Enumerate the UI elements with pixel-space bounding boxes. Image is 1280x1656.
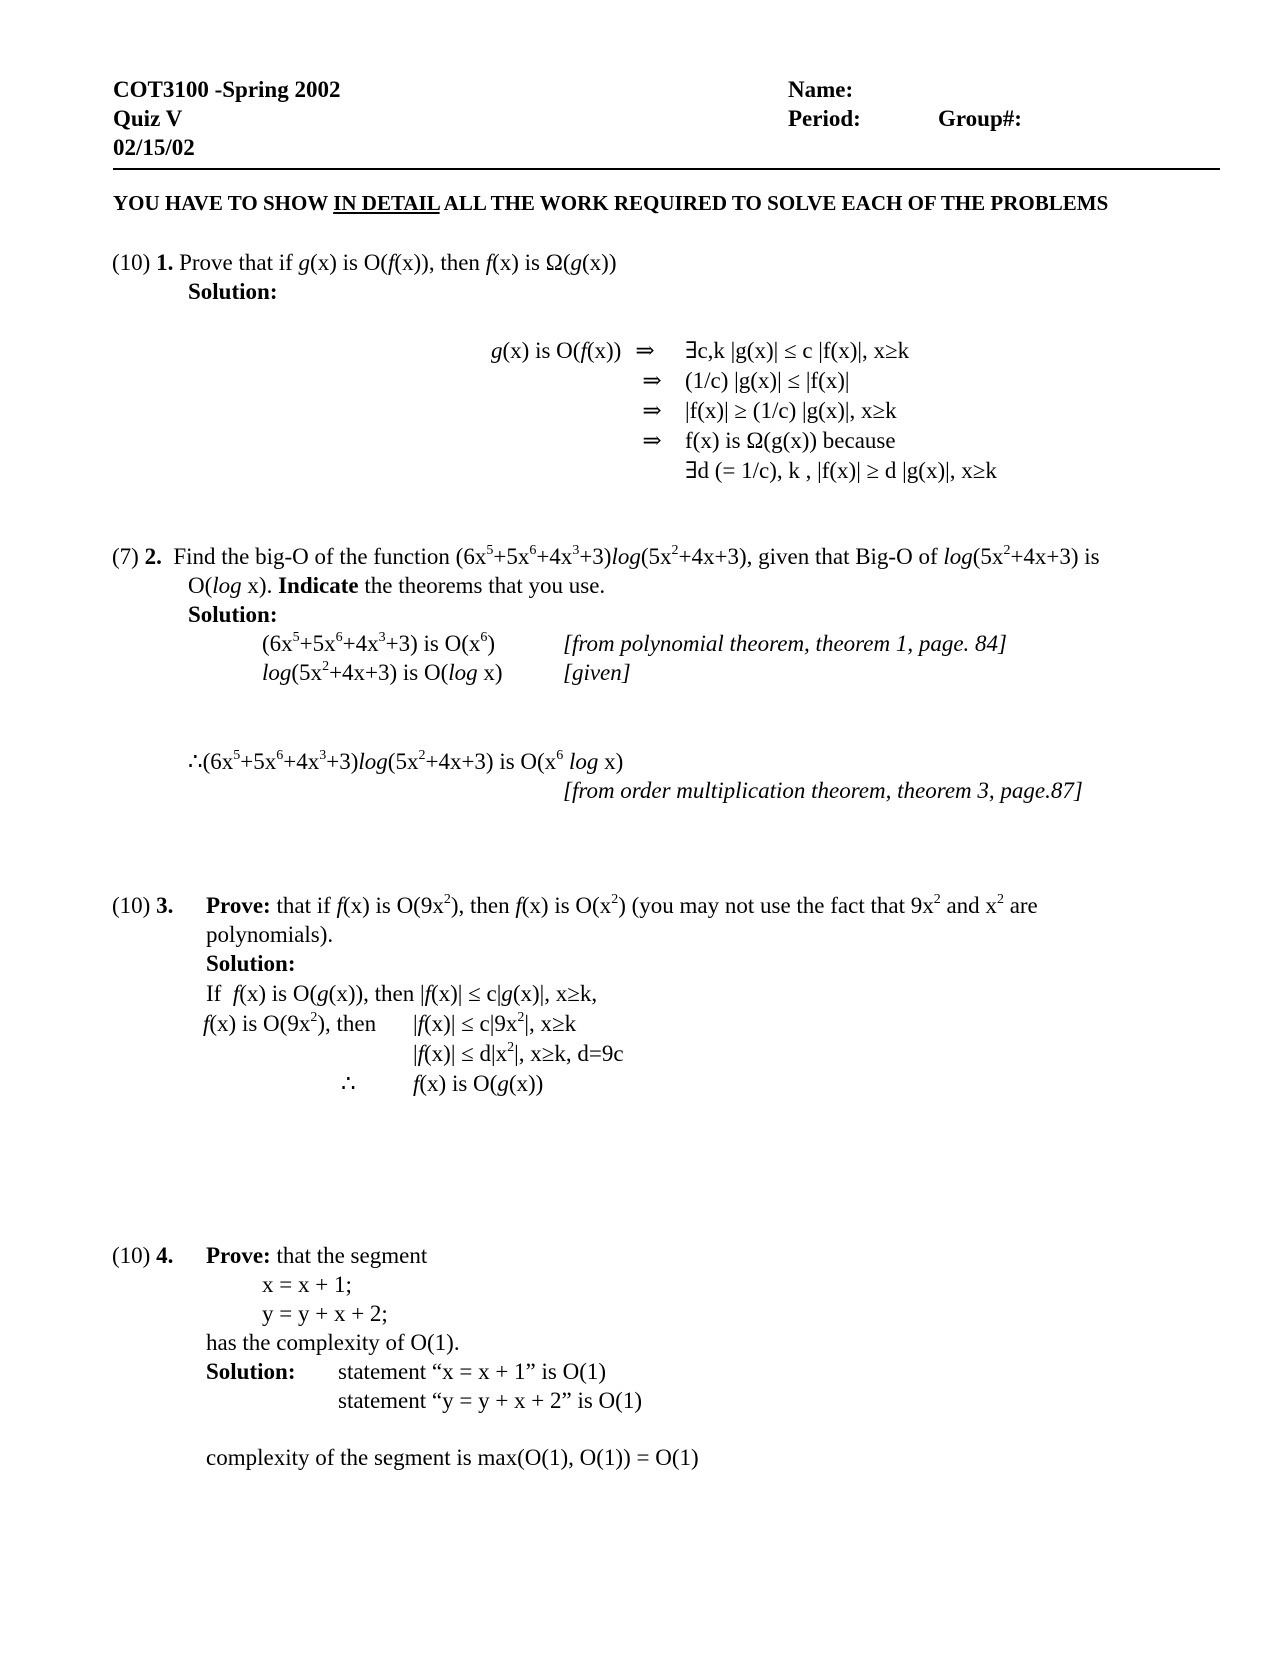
question-4: [112, 1241, 173, 1270]
q3-solution-label: Solution:: [206, 951, 296, 976]
quiz-title: Quiz V: [113, 106, 183, 131]
q4-statement-2: statement “y = y + x + 2” is O(1): [338, 1388, 642, 1413]
banner-post: ALL THE WORK REQUIRED TO SOLVE EACH OF THE PROBLEMS: [439, 191, 1109, 215]
therefore-symbol: ∴: [341, 1071, 356, 1096]
q3-number: 3.: [156, 893, 174, 918]
banner-underlined: IN DETAIL: [333, 191, 440, 215]
implies-arrow: ⇒: [642, 368, 662, 393]
q4-complexity: has the complexity of O(1).: [206, 1330, 460, 1355]
question-2: (7) 2. Find the big-O of the function $(6x^5+5x^6+4x^3+3)\log(5x^2+4x+3)$, given that Big-O of $\log(5x^2+4x+3)$ is: [112, 543, 1100, 569]
implies-arrow: ⇒: [642, 398, 662, 423]
group-label: Group#:: [938, 106, 1022, 131]
q4-points: (10): [112, 1243, 151, 1268]
q2-number: 2.: [144, 544, 162, 569]
q1-line-3: |f(x)| ≥ (1/c) |g(x)|, x≥k: [685, 398, 897, 423]
q1-solution-label: Solution:: [188, 279, 278, 304]
question-3: [112, 891, 173, 920]
q4-statement-1: statement “x = x + 1” is O(1): [338, 1359, 607, 1384]
q2-cite-1: [from polynomial theorem, theorem 1, page. 84]: [563, 631, 1007, 656]
q4-code-line-2: y = y + x + 2;: [262, 1301, 388, 1326]
q1-line-5: ∃d (= 1/c), k , |f(x)| ≥ d |g(x)|, x≥k: [685, 458, 997, 483]
q2-solution-label: Solution:: [188, 602, 278, 627]
q1-points: (10): [112, 250, 151, 275]
q1-line-1: ∃c,k |g(x)| ≤ c |f(x)|, x≥k: [685, 338, 910, 363]
q3-points: (10): [112, 893, 151, 918]
q1-line-2: (1/c) |g(x)| ≤ |f(x)|: [685, 368, 850, 393]
q4-conclusion: complexity of the segment is max(O(1), O(1)) = O(1): [206, 1445, 699, 1470]
q4-number: 4.: [156, 1243, 174, 1268]
quiz-date: 02/15/02: [113, 135, 195, 160]
q2-cite-2: [given]: [563, 660, 631, 685]
implies-arrow: ⇒: [642, 428, 662, 453]
q4-prove-label: Prove:: [206, 1243, 271, 1268]
question-2-cont: O(log x). Indicate the theorems that you use.: [188, 573, 606, 598]
course-title: COT3100 -Spring 2002: [113, 77, 341, 102]
q1-number: 1.: [156, 250, 174, 275]
q2-conclusion: $\therefore(6x^5+5x^6+4x^3+3)\log(5x^2+4x+3)$ is $O(x^6$ log x): [188, 748, 624, 774]
q2-points: (7): [112, 544, 139, 569]
question-3-text: Prove: that if f(x) is $O(9x^2)$, then f(x) is $O(x^2)$ (you may not use the fact that $9x^2$ and $x^2$ are: [206, 892, 1038, 918]
q2-step-1: $(6x^5+5x^6+4x^3+3)$ is $O(x^6)$: [262, 630, 496, 656]
q2-cite-3: [from order multiplication theorem, theorem 3, page.87]: [563, 778, 1083, 803]
instructions-banner: [113, 189, 1108, 218]
implies-arrow: ⇒: [635, 338, 655, 363]
q3-step-2b: $|f(x)| \le c|9x^2|$, x≥k: [413, 1010, 577, 1036]
q3-step-3: $|f(x)| \le d|x^2|$, x≥k, d=9c: [413, 1040, 624, 1066]
q2-step-2: $\log(5x^2+4x+3)$ is O(log x): [262, 659, 503, 685]
q3-step-2a: f(x) is $O(9x^2)$, then: [203, 1010, 377, 1036]
q4-solution-label: Solution:: [206, 1359, 296, 1384]
period-label: Period:: [788, 106, 861, 131]
q3-step-4: f(x) is O(g(x)): [413, 1071, 544, 1096]
question-4-text: Prove: that the segment: [206, 1243, 428, 1268]
q1-line-4: f(x) is Ω(g(x)) because: [685, 428, 896, 453]
question-3-cont: polynomials).: [206, 922, 334, 947]
q3-prove-label: Prove:: [206, 893, 271, 918]
q4-code-line-1: x = x + 1;: [262, 1272, 352, 1297]
q1-lhs: g(x) is O(f(x)) ⇒: [491, 336, 663, 365]
banner-pre: YOU HAVE TO SHOW: [113, 191, 334, 215]
header-divider: [113, 168, 1220, 170]
q3-step-1: If f(x) is O(g(x)), then |f(x)| ≤ c|g(x)|, x≥k,: [206, 981, 598, 1006]
name-label: Name:: [788, 77, 854, 102]
question-1: (10) 1. Prove that if g(x) is O(f(x)), then f(x) is Ω(g(x)): [112, 250, 617, 275]
